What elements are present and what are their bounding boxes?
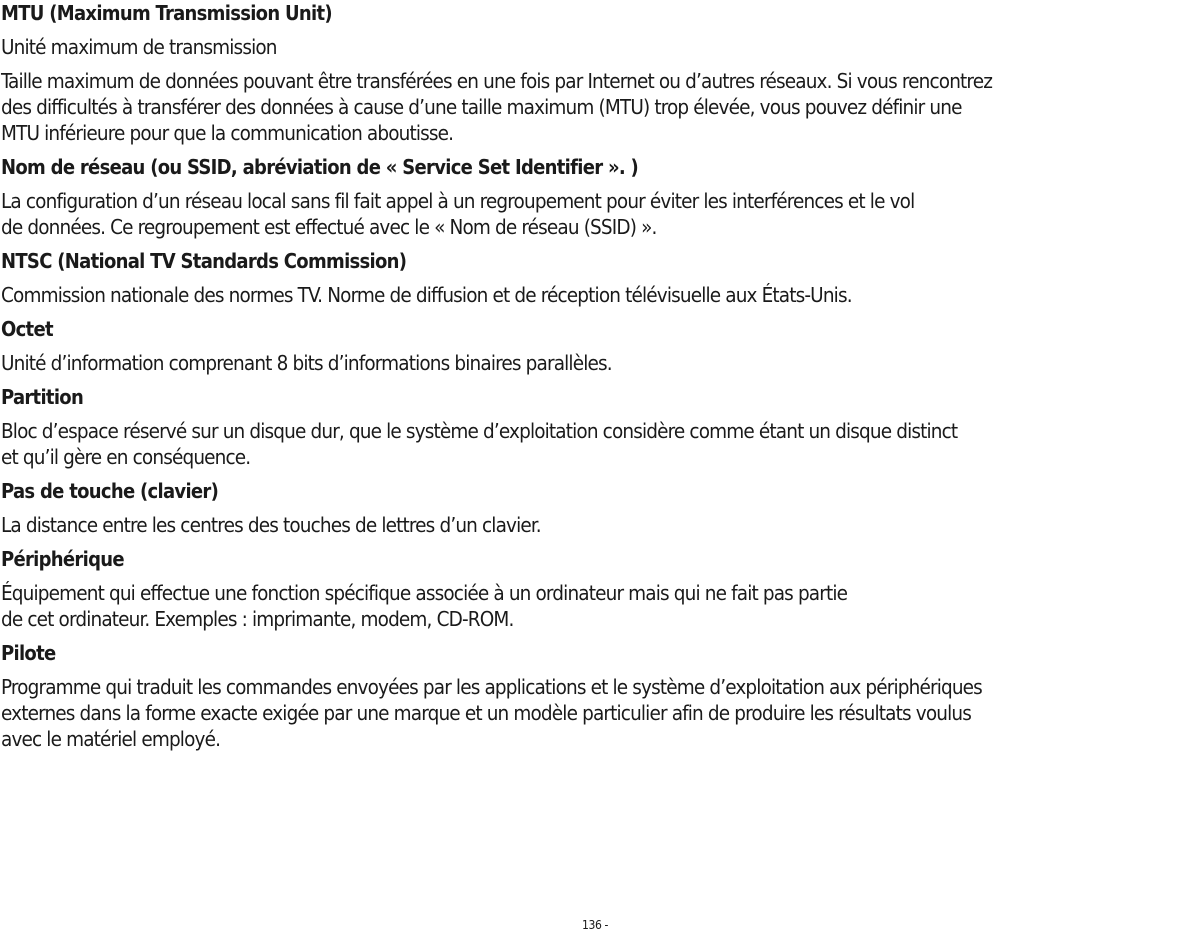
definition-line: Bloc d’espace réservé sur un disque dur, que le système d’exploitation considère comme étant un disque distinct: [1, 419, 958, 443]
glossary-definition: [1, 68, 1189, 146]
definition-line: MTU inférieure pour que la communication aboutisse.: [1, 121, 454, 145]
glossary-definition: [1, 188, 1189, 240]
glossary-definition: [1, 418, 1189, 470]
definition-line: de données. Ce regroupement est effectué avec le « Nom de réseau (SSID) ».: [1, 215, 657, 239]
definition-line: de cet ordinateur. Exemples : imprimante, modem, CD-ROM.: [1, 607, 514, 631]
glossary-entry: [1, 248, 1189, 308]
glossary-list: [1, 0, 1189, 760]
glossary-term: Partition: [1, 385, 84, 409]
definition-line: La configuration d’un réseau local sans fil fait appel à un regroupement pour éviter les interférences et le vol: [1, 189, 915, 213]
glossary-entry: [1, 478, 1189, 538]
definition-line: externes dans la forme exacte exigée par une marque et un modèle particulier afin de produire les résultats voulus: [1, 701, 971, 725]
glossary-term: Pas de touche (clavier): [1, 479, 219, 503]
glossary-definition: [1, 282, 1189, 308]
definition-line: avec le matériel employé.: [1, 727, 221, 751]
definition-line: Taille maximum de données pouvant être transférées en une fois par Internet ou d’autres réseaux. Si vous rencontrez: [1, 69, 993, 93]
glossary-entry: [1, 154, 1189, 240]
definition-line: des difficultés à transférer des données à cause d’une taille maximum (MTU) trop élevée, vous pouvez définir une: [1, 95, 962, 119]
definition-line: La distance entre les centres des touches de lettres d’un clavier.: [1, 513, 541, 537]
glossary-term: Pilote: [1, 641, 56, 665]
glossary-term: MTU (Maximum Transmission Unit): [1, 1, 332, 25]
glossary-term: Périphérique: [1, 547, 124, 571]
glossary-definition: [1, 34, 1189, 60]
definition-line: Unité maximum de transmission: [1, 35, 277, 59]
definition-line: et qu’il gère en conséquence.: [1, 445, 251, 469]
glossary-definition: [1, 350, 1189, 376]
glossary-entry: [1, 384, 1189, 470]
glossary-term: Octet: [1, 317, 53, 341]
glossary-entry: [1, 546, 1189, 632]
glossary-entry: [1, 0, 1189, 146]
glossary-entry: [1, 640, 1189, 752]
glossary-definition: [1, 674, 1189, 752]
glossary-term: NTSC (National TV Standards Commission): [1, 249, 407, 273]
glossary-definition: [1, 512, 1189, 538]
glossary-entry: [1, 316, 1189, 376]
definition-line: Unité d’information comprenant 8 bits d’informations binaires parallèles.: [1, 351, 612, 375]
glossary-definition: [1, 580, 1189, 632]
definition-line: Commission nationale des normes TV. Norme de diffusion et de réception télévisuelle aux États-Unis.: [1, 283, 852, 307]
glossary-term: Nom de réseau (ou SSID, abréviation de « Service Set Identifier ». ): [1, 155, 639, 179]
definition-line: Équipement qui effectue une fonction spécifique associée à un ordinateur mais qui ne fait pas partie: [1, 581, 848, 605]
page-number: 136 -: [582, 918, 608, 932]
definition-line: Programme qui traduit les commandes envoyées par les applications et le système d’exploitation aux périphériques: [1, 675, 982, 699]
